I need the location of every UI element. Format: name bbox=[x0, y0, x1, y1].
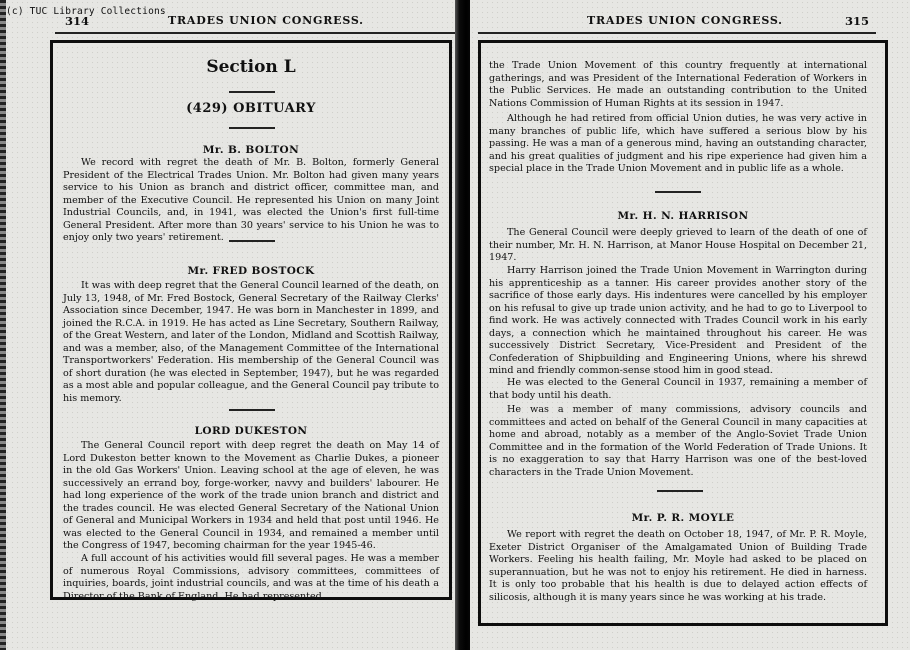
entry-paragraph: We record with regret the death of Mr. B. Bolton, formerly General President of the Electrical Trades Union. Mr. Bolton had given many years service to his Union as branch and district officer, committee man, and member of the Executive Council. He represented his Union on many Joint Industrial Councils, and, in 1941, was elected the Union's first full-time General President. After more than 30 years' service to his Union he was to enjoy only two years' retirement. bbox=[63, 157, 439, 243]
running-head-right: TRADES UNION CONGRESS. bbox=[587, 14, 783, 27]
divider bbox=[229, 240, 275, 242]
entry-name-harrison: Mr. H. N. HARRISON bbox=[617, 210, 749, 222]
divider bbox=[657, 490, 703, 492]
entry-name-moyle: Mr. P. R. MOYLE bbox=[631, 512, 735, 524]
watermark: (c) TUC Library Collections bbox=[6, 6, 166, 17]
page-edge bbox=[0, 0, 6, 650]
entry-paragraph: He was a member of many commissions, advisory councils and committees and acted on behalf of the General Council in many capacities at home and abroad, notably as a member of the Anglo-Soviet Trade Union Committee and in the formation of the World Federation of Trade Unions. It is no exaggeration to say that Harry Harrison was one of the best-loved characters in the Trade Union Movement. bbox=[489, 404, 867, 478]
divider bbox=[229, 409, 275, 411]
header-rule bbox=[55, 32, 455, 34]
page-number-left: 314 bbox=[65, 14, 90, 28]
entry-paragraph: The General Council were deeply grieved to learn of the death of one of their number, Mr. H. N. Harrison, at Manor House Hospital on December 21, 1947. bbox=[489, 227, 867, 263]
page-number-right: 315 bbox=[845, 14, 870, 28]
continuation-paragraph: the Trade Union Movement of this country frequently at international gatherings, and was President of the International Federation of Workers in the Public Services. He made an outstanding contribution to the United Nations Commission of Human Rights at its session in 1947. bbox=[489, 60, 867, 109]
obituary-box-right bbox=[478, 40, 888, 626]
entry-paragraph: Harry Harrison joined the Trade Union Movement in Warrington during his apprenticeship as a tanner. His career provides another story of the sacrifice of those early days. His indentures were cancelled by his employer on his refusal to give up trade union activity, and he had to go to Liverpool to find work. He was actively connected with Trades Council work in his early days, a connection which he maintained throughout his career. He was successively District Secretary, Vice-President and President of the Confederation of Shipbuilding and Engineering Unions, where his shrewd mind and friendly common-sense stood him in good stead. bbox=[489, 265, 867, 376]
entry-paragraph: A full account of his activities would fill several pages. He was a member of numerous Royal Commissions, advisory committees, committees of inquiries, boards, joint industrial councils, and was at the time of his death a Director of the Bank of England. He had represented bbox=[63, 553, 439, 602]
running-head-left: TRADES UNION CONGRESS. bbox=[168, 14, 364, 27]
divider bbox=[655, 191, 701, 193]
entry-paragraph: The General Council report with deep regret the death on May 14 of Lord Dukeston better known to the Movement as Charlie Dukes, a pioneer in the old Gas Workers' Union. Leaving school at the age of eleven, he was successively an errand boy, forge-worker, navvy and builders' labourer. He had long experience of the work of the trade union branch and district and the trades council. He was elected General Secretary of the National Union of General and Municipal Workers in 1934 and held that post until 1946. He was elected to the General Council in 1934, and remained a member until the Congress of 1947, becoming chairman for the year 1945-46. bbox=[63, 440, 439, 551]
entry-paragraph: We report with regret the death on October 18, 1947, of Mr. P. R. Moyle, Exeter District Organiser of the Amalgamated Union of Building Trade Workers. Feeling his health failing, Mr. Moyle had asked to be placed on superannuation, but he was not to enjoy his retirement. He died in harness. It is only too probable that his health is due to delayed action effects of silicosis, although it is many years since he was working at his trade. bbox=[489, 529, 867, 603]
obituary-box-left bbox=[50, 40, 452, 600]
entry-paragraph: He was elected to the General Council in 1937, remaining a member of that body until his death. bbox=[489, 377, 867, 401]
section-title: Section L bbox=[206, 57, 296, 77]
header-rule bbox=[478, 32, 876, 34]
entry-name-bostock: Mr. FRED BOSTOCK bbox=[187, 265, 315, 277]
entry-paragraph: It was with deep regret that the General Council learned of the death, on July 13, 1948, of Mr. Fred Bostock, General Secretary of the Railway Clerks' Association since December, 1947. He was born in Manchester in 1899, and joined the R.C.A. in 1919. He has acted as Line Secretary, Southern Railway, of the Great Western, and later of the London, Midland and Scottish Railway, and was a member, also, of the Management Committee of the International Transportworkers' Federation. His membership of the General Council was of short duration (he was elected in September, 1947), but he was regarded as a most able and popular colleague, and the General Council pay tribute to his memory. bbox=[63, 280, 439, 404]
entry-name-dukeston: LORD DUKESTON bbox=[194, 425, 308, 437]
continuation-paragraph: Although he had retired from official Union duties, he was very active in many branches of public life, which have suffered a serious blow by his passing. He was a man of a generous mind, having an outstanding character, and his great qualities of judgment and his ripe experience had given him a special place in the Trade Union Movement and in public life as a whole. bbox=[489, 113, 867, 174]
divider bbox=[229, 91, 275, 93]
obituary-heading: (429) OBITUARY bbox=[186, 101, 316, 116]
entry-name-bolton: Mr. B. BOLTON bbox=[202, 144, 300, 156]
divider bbox=[229, 127, 275, 129]
